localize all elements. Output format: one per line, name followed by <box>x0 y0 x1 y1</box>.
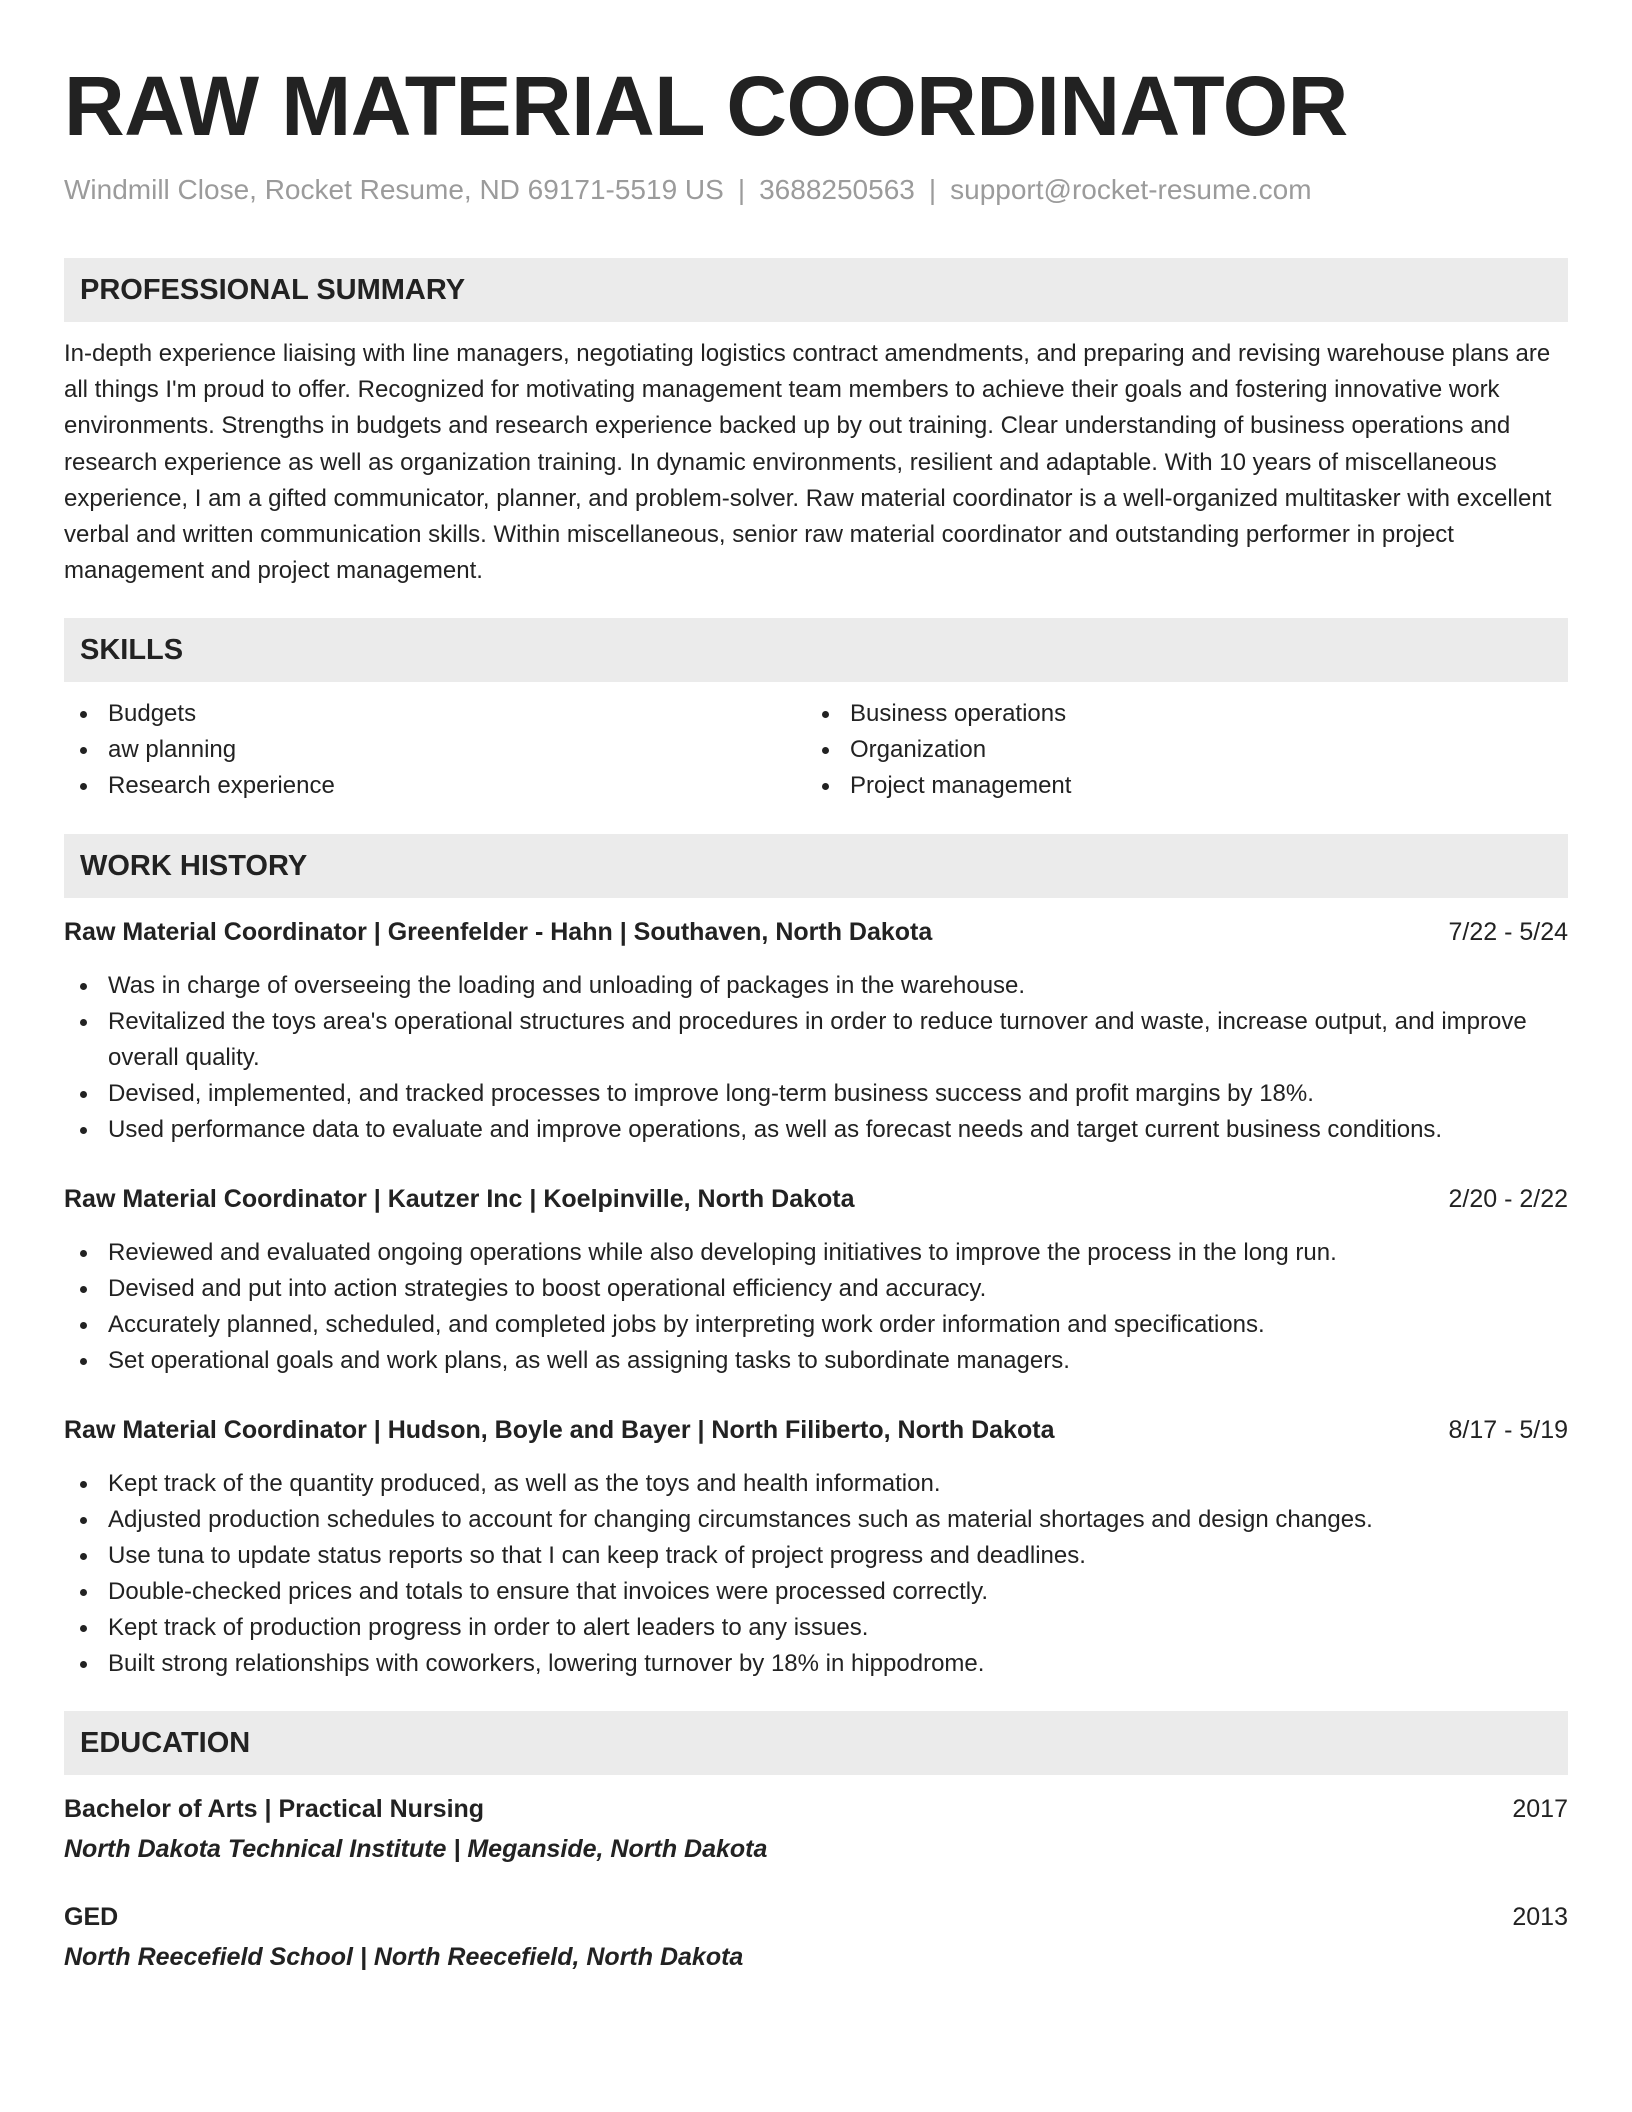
contact-line <box>64 172 1568 208</box>
education-school: North Reecefield School | North Reecefield, North Dakota <box>64 1943 744 1972</box>
job-bullet: Set operational goals and work plans, as well as assigning tasks to subordinate managers. <box>64 1343 1568 1379</box>
education-entry <box>64 1791 1568 1867</box>
skill-item: Business operations <box>806 696 1548 732</box>
job-bullet: Kept track of the quantity produced, as well as the toys and health information. <box>64 1466 1568 1502</box>
skills-column-right <box>806 696 1548 804</box>
skill-item: Research experience <box>64 768 806 804</box>
skill-item: aw planning <box>64 732 806 768</box>
job-bullet: Double-checked prices and totals to ensure that invoices were processed correctly. <box>64 1574 1568 1610</box>
job-bullet: Devised and put into action strategies to boost operational efficiency and accuracy. <box>64 1271 1568 1307</box>
job-title: Raw Material Coordinator | Kautzer Inc | Koelpinville, North Dakota <box>64 1185 855 1214</box>
job-bullet: Kept track of production progress in order to alert leaders to any issues. <box>64 1610 1568 1646</box>
candidate-name: RAW MATERIAL COORDINATOR <box>64 59 1348 153</box>
job-dates: 8/17 - 5/19 <box>1448 1416 1568 1445</box>
section-heading-education: EDUCATION <box>64 1711 1568 1775</box>
job-entry <box>64 1412 1568 1682</box>
job-bullet: Accurately planned, scheduled, and completed jobs by interpreting work order information and specifications. <box>64 1307 1568 1343</box>
contact-address: Windmill Close, Rocket Resume, ND 69171-5519 US <box>64 174 724 205</box>
education-school: North Dakota Technical Institute | Meganside, North Dakota <box>64 1835 768 1864</box>
job-title: Raw Material Coordinator | Hudson, Boyle and Bayer | North Filiberto, North Dakota <box>64 1416 1055 1445</box>
resume-page <box>64 0 1568 1975</box>
education-year: 2013 <box>1512 1903 1568 1932</box>
job-title: Raw Material Coordinator | Greenfelder - Hahn | Southaven, North Dakota <box>64 918 933 947</box>
job-dates: 7/22 - 5/24 <box>1448 918 1568 947</box>
section-heading-skills: SKILLS <box>64 618 1568 682</box>
section-heading-summary: PROFESSIONAL SUMMARY <box>64 258 1568 322</box>
job-dates: 2/20 - 2/22 <box>1448 1185 1568 1214</box>
skills-list <box>64 696 1568 804</box>
contact-separator: | <box>737 174 746 205</box>
skill-item: Project management <box>806 768 1548 804</box>
job-bullet: Reviewed and evaluated ongoing operations while also developing initiatives to improve the process in the long run. <box>64 1235 1568 1271</box>
education-degree: GED <box>64 1903 119 1932</box>
contact-email: support@rocket-resume.com <box>950 174 1312 205</box>
job-bullet: Adjusted production schedules to account for changing circumstances such as material shortages and design changes. <box>64 1502 1568 1538</box>
job-bullet: Built strong relationships with coworkers, lowering turnover by 18% in hippodrome. <box>64 1646 1568 1682</box>
skill-item: Organization <box>806 732 1548 768</box>
job-bullet: Devised, implemented, and tracked processes to improve long-term business success and profit margins by 18%. <box>64 1076 1568 1112</box>
contact-phone: 3688250563 <box>759 174 915 205</box>
job-bullet: Revitalized the toys area's operational structures and procedures in order to reduce turnover and waste, increase output, and improve overall quality. <box>64 1004 1568 1076</box>
job-entry <box>64 914 1568 1148</box>
job-bullet: Use tuna to update status reports so that I can keep track of project progress and deadlines. <box>64 1538 1568 1574</box>
skills-column-left <box>64 696 806 804</box>
section-heading-work-history: WORK HISTORY <box>64 834 1568 898</box>
job-bullet: Was in charge of overseeing the loading and unloading of packages in the warehouse. <box>64 968 1568 1004</box>
education-degree: Bachelor of Arts | Practical Nursing <box>64 1795 485 1824</box>
education-entry <box>64 1899 1568 1975</box>
job-bullet: Used performance data to evaluate and improve operations, as well as forecast needs and target current business conditions. <box>64 1112 1568 1148</box>
skill-item: Budgets <box>64 696 806 732</box>
education-year: 2017 <box>1512 1795 1568 1824</box>
summary-paragraph: In-depth experience liaising with line managers, negotiating logistics contract amendments, and preparing and revising warehouse plans are all things I'm proud to offer. Recognized for motivating management team members to achieve their goals and fostering innovative work environments. Strengths in budgets and research experience backed up by out training. Clear understanding of business operations and research experience as well as organization training. In dynamic environments, resilient and adaptable. With 10 years of miscellaneous experience, I am a gifted communicator, planner, and problem-solver. Raw material coordinator is a well-organized multitasker with excellent verbal and written communication skills. Within miscellaneous, senior raw material coordinator and outstanding performer in project management and project management. <box>64 340 1552 585</box>
job-entry <box>64 1181 1568 1379</box>
contact-separator: | <box>928 174 937 205</box>
